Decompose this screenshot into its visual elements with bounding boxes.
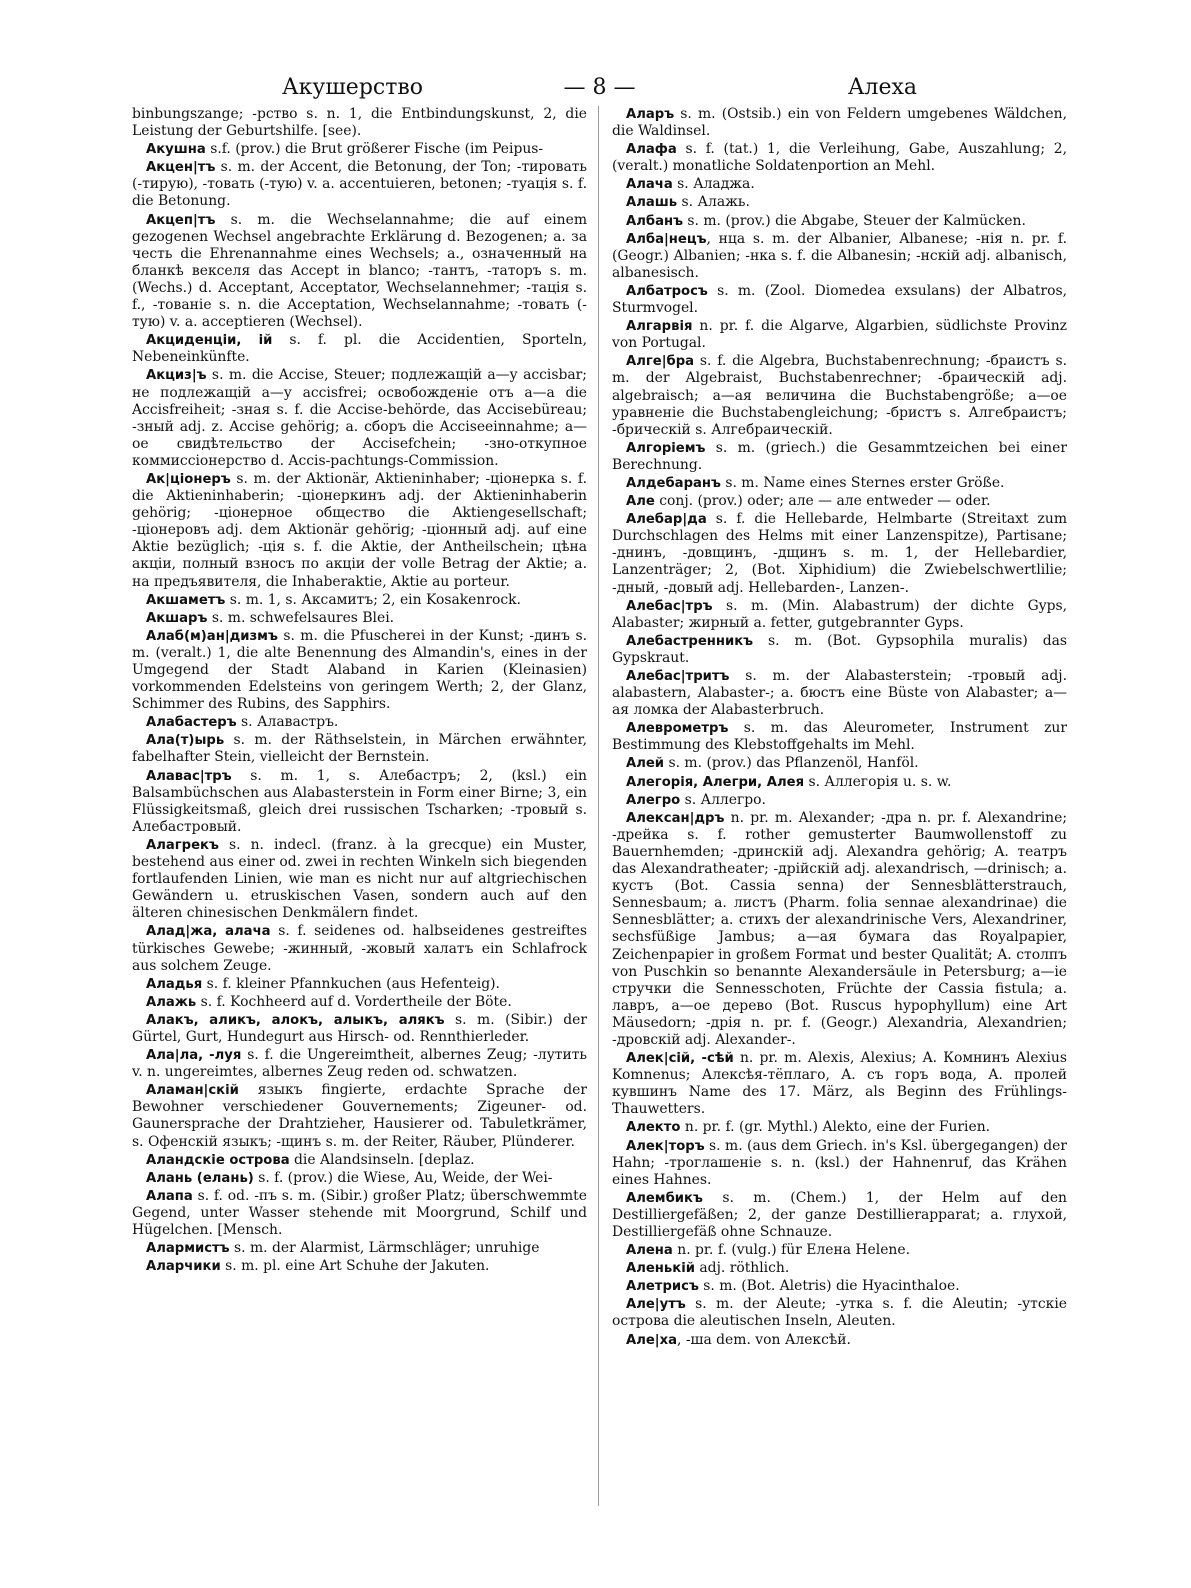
definition: s. m. (griech.) die Gesammtzeichen bei einer Berechnung. <box>612 439 1067 473</box>
columns <box>132 106 1067 1556</box>
headword: Алексан|дръ <box>626 810 725 826</box>
definition: s. f. kleiner Pfannkuchen (aus Hefenteig). <box>202 975 500 992</box>
definition: s. m. (Min. Alabastrum) der dichte Gyps, Alabaster; жирный a. fetter, gutgebrannter Gyps. <box>612 597 1067 631</box>
dictionary-entry <box>612 1260 1067 1277</box>
definition: s. m. die Accise, Steuer; подлежащій а—у accisbar; не подлежащій а—у accisfrei; освобожденіе отъ а—а die Accisfreiheit; -зная s. f. die Accise-behörde, das Accisebüreau; -зный adj. z. Accise gehörig; a. сборъ die Acciseeinnahme; а—ое свидѣтельство der Accisefchein; -зно-откупное коммиссіонерство d. Accis-pachtungs-Commission. <box>132 367 587 469</box>
definition: s. m. der Räthselstein, in Märchen erwähnter, fabelhafter Stein, vielleicht der Bernstein. <box>132 732 587 766</box>
dictionary-entry <box>612 633 1067 667</box>
definition: s. m. die Wechselannahme; die auf einem gezogenen Wechsel angebrachte Erklärung d. Bezogenen; a. за честь die Ehrenannahme eines Wechsels; a., означенный на бланкѣ векселя das Accept in blanco; -тантъ, -таторъ s. m. (Wechs.) d. Acceptant, Acceptator, Wechselannehmer; -тація s. f., -тованіе s. n. die Acceptation, Wechselannahme; -товать (-тую) v. a. acceptieren (Wechsel). <box>132 211 587 331</box>
dictionary-entry <box>132 628 587 713</box>
definition: s. n. indecl. (franz. à la grecque) ein Muster, bestehend aus einer od. zwei in rechten Winkeln sich biegenden fortlaufenden Linien, wie man es nicht nur auf altgriechischen Gewändern u. etruskischen Vasen, sondern auch auf den älteren chinesischen Denkmälern findet. <box>132 836 587 922</box>
dictionary-entry <box>612 598 1067 632</box>
headword: Аларъ <box>626 107 675 122</box>
headword: Аленькій <box>626 1261 695 1277</box>
definition: s. m. (prov.) die Abgabe, Steuer der Kalmücken. <box>683 212 1026 229</box>
headword: Аламан|скій <box>146 1083 239 1099</box>
definition: s. m. (prov.) das Pflanzenöl, Hanföl. <box>664 755 919 772</box>
headword: Алапа <box>146 1188 193 1204</box>
dictionary-entry <box>132 768 587 836</box>
headword: Алебар|да <box>626 512 707 528</box>
definition: s. m. (Chem.) 1, der Helm auf den Destilliergefäßen; 2, der ganze Destillierapparat; a. глухой, Destilliergefäß ohne Schnauze. <box>612 1189 1067 1240</box>
definition: binbungszange; -рство s. n. 1, die Entbindungskunst, 2, die Leistung der Geburtshilfe. [see). <box>132 106 587 140</box>
definition: s. f. die Algebra, Buchstabenrechnung; -браистъ s. m. der Algebraist, Buchstabenrechner; -браическій adj. algebraisch; a—ая величина die Buchstabengröße; a—ое уравненіе die Buchstabengleichung; -бристъ s. Алгебраистъ; -брическій s. Алгебраическій. <box>612 353 1067 438</box>
dictionary-entry <box>612 283 1067 317</box>
definition: s. Алавастръ. <box>236 714 339 731</box>
dictionary-entry <box>612 194 1067 211</box>
definition: conj. (prov.) oder; але — але entweder — oder. <box>654 493 991 510</box>
headword: Ала|ла, -луя <box>146 1048 242 1064</box>
dictionary-entry <box>132 976 587 993</box>
definition: s. m. das Aleurometer, Instrument zur Bestimmung des Klebstoffgehalts im Mehl. <box>612 720 1067 754</box>
definition: s. m. (Bot. Gypsophila muralis) das Gypskraut. <box>612 632 1067 666</box>
headword: Алегро <box>626 792 681 808</box>
headword: Акциденціи, ій <box>146 333 273 349</box>
dictionary-entry <box>612 213 1067 230</box>
headword: Алдебаранъ <box>626 475 721 491</box>
dictionary-entry <box>132 1047 587 1081</box>
dictionary-entry <box>132 106 587 140</box>
headword: Албанъ <box>626 213 683 229</box>
headword: Алакъ, аликъ, алокъ, алыкъ, алякъ <box>146 1012 445 1028</box>
headword: Акшаметъ <box>146 592 226 608</box>
headword: Алек|торъ <box>626 1138 705 1154</box>
headword: Алей <box>626 756 665 772</box>
dictionary-entry <box>612 493 1067 510</box>
headword: Алгоріемъ <box>626 440 706 456</box>
headword: Акушна <box>146 142 206 158</box>
definition: n. pr. f. (gr. Mythl.) Alekto, eine der Furien. <box>680 1119 991 1136</box>
definition: s. f. die Ungereimtheit, albernes Zeug; -лутить v. n. ungereimtes, albernes Zeug reden od. schwatzen. <box>132 1047 587 1081</box>
definition: s. Аллегорія u. s. w. <box>804 773 952 790</box>
headword: Алембикъ <box>626 1190 703 1206</box>
dictionary-entry <box>612 231 1067 282</box>
headword: Алекто <box>626 1120 681 1136</box>
headword: Алге|бра <box>626 354 695 370</box>
headword: Акшаръ <box>146 610 208 626</box>
dictionary-entry <box>612 106 1067 140</box>
dictionary-entry <box>132 1012 587 1046</box>
dictionary-entry <box>132 212 587 332</box>
dictionary-entry <box>612 1190 1067 1241</box>
dictionary-page <box>132 70 1067 1560</box>
headword: Алебастренникъ <box>626 633 754 649</box>
dictionary-entry <box>132 610 587 627</box>
dictionary-entry <box>132 1152 587 1169</box>
headword: Алажь <box>146 994 197 1010</box>
dictionary-entry <box>132 1082 587 1150</box>
definition: s. m. (Ostsib.) ein von Feldern umgebenes Wäldchen, die Waldinsel. <box>612 106 1067 140</box>
definition: die Alandsinseln. [deplaz. <box>289 1151 475 1168</box>
definition: s. m. der Alabasterstein; -тровый adj. alabastern, Alabaster-; a. бюстъ eine Büste von Alabaster; а—ая ломка der Alabasterbruch. <box>612 668 1067 719</box>
dictionary-entry <box>612 176 1067 193</box>
dictionary-entry <box>132 1170 587 1187</box>
headword: Алеврометръ <box>626 721 729 737</box>
definition: s. m. 1, s. Алебастръ; 2, (ksl.) ein Balsambüchschen aus Alabasterstein in Form einer Birne; 3, ein Flüssigkeitsmaß, gleich drei russischen Tscharken; -тровый s. Алебастровый. <box>132 767 587 835</box>
dictionary-entry <box>132 592 587 609</box>
headword: Акцеп|тъ <box>146 212 216 228</box>
headword: Акциз|ъ <box>146 368 207 384</box>
dictionary-entry <box>612 1138 1067 1189</box>
definition: s. f. (tat.) 1, die Verleihung, Gabe, Auszahlung; 2, (veralt.) monatliche Soldatenportion an Mehl. <box>612 141 1067 175</box>
dictionary-entry <box>132 837 587 922</box>
headword: Алаб(м)ан|дизмъ <box>146 628 278 644</box>
dictionary-entry <box>612 1242 1067 1259</box>
headword: Аландскіе острова <box>146 1152 290 1168</box>
dictionary-entry <box>132 994 587 1011</box>
dictionary-entry <box>612 1119 1067 1136</box>
definition: s. m. der Alarmist, Lärmschläger; unruhige <box>229 1240 540 1257</box>
dictionary-entry <box>132 332 587 366</box>
header-first-word: Акушерство <box>282 74 424 100</box>
headword: Алба|нецъ <box>626 231 707 247</box>
definition: s. m. (Zool. Diomedea exsulans) der Albatros, Sturmvogel. <box>612 282 1067 317</box>
headword: Алад|жа, алача <box>146 924 271 940</box>
dictionary-entry <box>612 475 1067 492</box>
dictionary-entry <box>612 668 1067 719</box>
definition: s. f. Kochheerd auf d. Vordertheile der Böte. <box>196 993 512 1010</box>
dictionary-entry <box>132 1258 587 1275</box>
headword: Алебас|тритъ <box>626 669 730 684</box>
headword: Алармистъ <box>146 1241 230 1257</box>
headword: Але <box>626 494 655 510</box>
definition: n. pr. m. Alexis, Alexius; A. Комнинъ Alexius Komnenus; Алексѣя-тёплаго, A. съ горъ вода, A. пролей кувшинъ Name des 17. März, als Beginn des Frühlings-Thauwetters. <box>612 1050 1067 1118</box>
definition: s. m. schwefelsaures Blei. <box>207 609 395 626</box>
dictionary-entry <box>132 714 587 731</box>
dictionary-entry <box>612 440 1067 474</box>
dictionary-entry <box>612 353 1067 438</box>
left-column <box>132 106 587 1556</box>
headword: Алагрекъ <box>146 837 219 853</box>
running-header <box>132 70 1067 104</box>
dictionary-entry <box>132 367 587 470</box>
headword: Але|утъ <box>626 1297 686 1313</box>
headword: Алафа <box>626 142 677 158</box>
definition: s. m. die Pfuscherei in der Kunst; -динъ s. m. (veralt.) 1, die alte Benennung des Almandin's, eines in der Umgegend der Stadt Alaband in Karien (Kleinasien) vorkommenden Edelsteins von geringem Werth; 2, der Glanz, Schimmer des Rubins, des Sapphirs. <box>132 627 587 713</box>
definition: s. m. pl. eine Art Schuhe der Jakuten. <box>220 1258 490 1275</box>
definition: s. Аладжа. <box>672 176 755 193</box>
definition: s. m. Name eines Sternes erster Größe. <box>720 474 1005 491</box>
dictionary-entry <box>132 1240 587 1257</box>
definition: s. m. der Aktionär, Aktieninhaber; -ціонерка s. f. die Aktieninhaberin; -ціонеркинъ adj. der Aktieninhaberin gehörig; -ціонерное общество die Aktiengesellschaft; -ціонеровъ adj. dem Aktionär gehörig; -ціонный adj. auf eine Aktie bezüglich; -ція s. f. die Aktie, der Antheilschein; цѣна акціи, полный взносъ по акціи der volle Betrag der Aktie; a. на предъявителя, die Inhaberaktie, Aktie au porteur. <box>132 470 587 590</box>
headword: Ак|ціонеръ <box>146 471 231 487</box>
dictionary-entry <box>612 810 1067 1049</box>
headword: Акцен|тъ <box>146 160 216 176</box>
headword: Аларчики <box>146 1259 221 1275</box>
definition: s. m. (aus dem Griech. in's Ksl. übergegangen) der Hahn; -троглашеніе s. n. (ksl.) der Hahnenruf, das Krähen eines Hahnes. <box>612 1137 1067 1188</box>
definition: s. f. (prov.) die Wiese, Au, Weide, der Wei- <box>253 1169 553 1186</box>
definition: s. m. (Sibir.) der Gürtel, Gurt, Hundegurt aus Hirsch- od. Rennthierleder. <box>132 1011 587 1045</box>
headword: Алена <box>626 1243 673 1259</box>
definition: s. Аллегро. <box>680 791 766 808</box>
headword: Алавас|тръ <box>146 768 232 784</box>
headword: Алебас|тръ <box>626 598 713 614</box>
headword: Алек|сій, -сѣй <box>626 1051 734 1067</box>
headword: Алетрисъ <box>626 1279 699 1295</box>
dictionary-entry <box>132 732 587 766</box>
right-column <box>612 106 1067 1556</box>
headword: Алашь <box>626 195 678 211</box>
definition: s. Алажь. <box>677 194 750 211</box>
headword: Алегорія, Алегри, Алея <box>626 774 805 790</box>
dictionary-entry <box>612 1278 1067 1295</box>
headword: Алань (елань) <box>146 1170 254 1186</box>
definition: s. f. pl. die Accidentien, Sporteln, Nebeneinkünfte. <box>132 332 587 366</box>
definition: adj. röthlich. <box>694 1260 790 1277</box>
definition: , нца s. m. der Albanier, Albanese; -нія n. pr. f. (Geogr.) Albanien; -нка s. f. die Albanesin; -нскій adj. albanisch, albanesisch. <box>612 230 1067 281</box>
definition: s. m. der Accent, die Betonung, der Ton; -тировать (-тирую), -товать (-тую) v. a. accentuieren, betonen; -туація s. f. die Betonung. <box>132 159 587 210</box>
definition: s. f. seidenes od. halbseidenes gestreiftes türkisches Gewebe; -жинный, -жовый халатъ ein Schlafrock aus solchem Zeuge. <box>132 923 587 974</box>
headword: Алабастеръ <box>146 715 237 731</box>
definition: n. pr. f. die Algarve, Algarbien, südlichste Provinz von Portugal. <box>612 318 1067 352</box>
headword: Аладья <box>146 976 203 992</box>
headword: Ала(т)ырь <box>146 733 225 749</box>
headword: Алача <box>626 177 673 193</box>
headword: Але|ха <box>626 1332 678 1348</box>
dictionary-entry <box>612 318 1067 352</box>
dictionary-entry <box>132 1188 587 1239</box>
definition: n. pr. m. Alexander; -дра n. pr. f. Alexandrine; -дрейка s. f. rother gemusterter Baumwollenstoff zu Bauernhemden; -дринскій adj. Alexandra gehörig; A. театръ das Alexandratheater; -дрійскій adj. alexandrisch, —drinisch; a. кустъ (Bot. Cassia senna) der Sennesblätterstrauch, Sennesbaum; a. листъ (Pharm. folia sennae alexandrinae) die Sennesblätter; a. стихъ der alexandrinische Vers, Alexandriner, sechsfüßige Jambus; a—ая бумага das Royalpapier, Zeichenpapier in großem Format und bester Qualität; A. столпъ von Puschkin so benannte Alexandersäule in Petersburg; а—іе стручки die Sennesschoten, Früchte der Cassia fistula; a. лавръ, а—ое дерево (Bot. Ruscus hypophyllum) eine Art Mäusedorn; -дрія n. pr. f. (Geogr.) Alexandria, Alexandrien; -дровскій adj. Alexander-. <box>612 809 1067 1048</box>
dictionary-entry <box>132 471 587 591</box>
dictionary-entry <box>612 1296 1067 1330</box>
headword: Албатросъ <box>626 283 708 299</box>
dictionary-entry <box>612 755 1067 772</box>
definition: s. m. (Bot. Aletris) die Hyacinthaloe. <box>698 1278 960 1295</box>
dictionary-entry <box>612 792 1067 809</box>
definition: s.f. (prov.) die Brut größerer Fische (im Peipus- <box>205 141 544 158</box>
dictionary-entry <box>612 1050 1067 1118</box>
dictionary-entry <box>612 720 1067 754</box>
definition: языкъ fingierte, erdachte Sprache der Bewohner verschiedener Gouvernements; Zigeuner- od. Gaunersprache der Drahtzieher, Hausierer od. Tabuletkrämer, s. Офенскій языкъ; -щинъ s. m. der Reiter, Räuber, Plünderer. <box>132 1082 587 1150</box>
header-last-word: Алеха <box>847 74 917 100</box>
definition: s. m. der Aleute; -утка s. f. die Aleutin; -утскіе острова die aleutischen Inseln, Aleuten. <box>612 1296 1067 1330</box>
definition: s. m. 1, s. Аксамитъ; 2, ein Kosakenrock. <box>225 591 521 608</box>
dictionary-entry <box>612 511 1067 596</box>
page-number: — 8 — <box>563 74 636 100</box>
definition: n. pr. f. (vulg.) für Елена Helene. <box>672 1242 910 1259</box>
headword: Алгарвія <box>626 319 693 335</box>
dictionary-entry <box>132 923 587 974</box>
definition: s. f. od. -пъ s. m. (Sibir.) großer Platz; überschwemmte Gegend, unter Wasser stehende mit Moorgrund, Schilf und Hügelchen. [Mensch. <box>132 1187 587 1238</box>
definition: s. f. die Hellebarde, Helmbarte (Streitaxt zum Durchschlagen des Helms mit einer Lanzenspitze), Partisane; -днинъ, -довщинъ, -дщинъ s. m. 1, der Hellebardier, Lanzenträger; 2, (Bot. Xiphidium) die Zwiebelschwertlilie; -дный, -довый adj. Hellebarden-, Lanzen-. <box>612 511 1067 596</box>
dictionary-entry <box>132 159 587 210</box>
dictionary-entry <box>132 141 587 158</box>
definition: , -ша dem. von Алексѣй. <box>677 1331 851 1348</box>
dictionary-entry <box>612 1332 1067 1349</box>
dictionary-entry <box>612 774 1067 791</box>
dictionary-entry <box>612 141 1067 175</box>
